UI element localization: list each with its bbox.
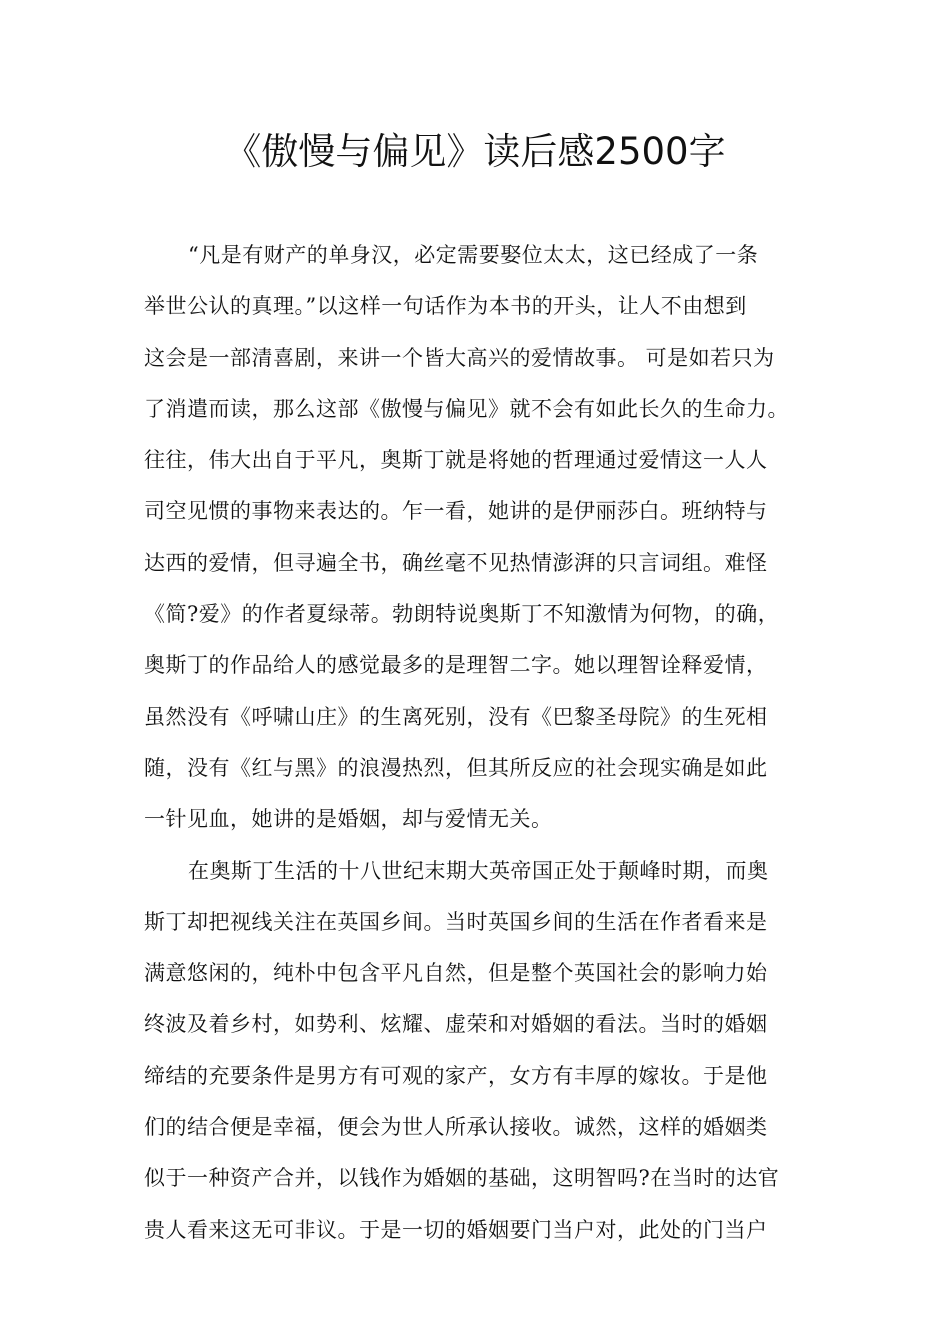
text-line: 一针见血，她讲的是婚姻，却与爱情无关。 bbox=[144, 807, 553, 832]
text-line: 虽然没有《呼啸山庄》的生离死别，没有《巴黎圣母院》的生死相 bbox=[144, 704, 768, 729]
text-line: “凡是有财产的单身汉，必定需要娶位太太，这已经成了一条 bbox=[188, 243, 759, 267]
text-line: 贵人看来这无可非议。于是一切的婚姻要门当户对，此处的门当户 bbox=[144, 1217, 768, 1242]
text-line: 达西的爱情，但寻遍全书，确丝毫不见热情澎湃的只言词组。难怪 bbox=[144, 550, 768, 575]
text-line: 了消遣而读，那么这部《傲慢与偏见》就不会有如此长久的生命力。 bbox=[144, 396, 789, 421]
document-body bbox=[144, 230, 824, 1256]
text-line: 缔结的充要条件是男方有可观的家产，女方有丰厚的嫁妆。于是他 bbox=[144, 1063, 768, 1088]
text-line: 满意悠闲的，纯朴中包含平凡自然，但是整个英国社会的影响力始 bbox=[144, 961, 768, 986]
text-line: 这会是一部清喜剧，来讲一个皆大高兴的爱情故事。 可是如若只为 bbox=[144, 345, 775, 370]
text-line: 似于一种资产合并，以钱作为婚姻的基础，这明智吗?在当时的达官 bbox=[144, 1166, 780, 1191]
text-line: 随，没有《红与黑》的浪漫热烈，但其所反应的社会现实确是如此 bbox=[144, 755, 768, 780]
text-line: 在奥斯丁生活的十八世纪末期大英帝国正处于颠峰时期，而奥 bbox=[188, 858, 769, 883]
text-line: 举世公认的真理。”以这样一句话作为本书的开头，让人不由想到 bbox=[144, 294, 747, 319]
text-line: 们的结合便是幸福，便会为世人所承认接收。诚然，这样的婚姻类 bbox=[144, 1115, 768, 1140]
text-line: 斯丁却把视线关注在英国乡间。当时英国乡间的生活在作者看来是 bbox=[144, 909, 768, 934]
text-line: 往往，伟大出自于平凡，奥斯丁就是将她的哲理通过爱情这一人人 bbox=[144, 448, 768, 473]
document-title: 《傲慢与偏见》读后感2500字 bbox=[224, 130, 726, 173]
text-line: 奥斯丁的作品给人的感觉最多的是理智二字。她以理智诠释爱情， bbox=[144, 653, 768, 678]
text-line: 终波及着乡村，如势利、炫耀、虚荣和对婚姻的看法。当时的婚姻 bbox=[144, 1012, 768, 1037]
text-line: 《简?爱》的作者夏绿蒂。勃朗特说奥斯丁不知激情为何物，的确， bbox=[144, 602, 780, 627]
text-line: 司空见惯的事物来表达的。乍一看，她讲的是伊丽莎白。班纳特与 bbox=[144, 499, 768, 524]
